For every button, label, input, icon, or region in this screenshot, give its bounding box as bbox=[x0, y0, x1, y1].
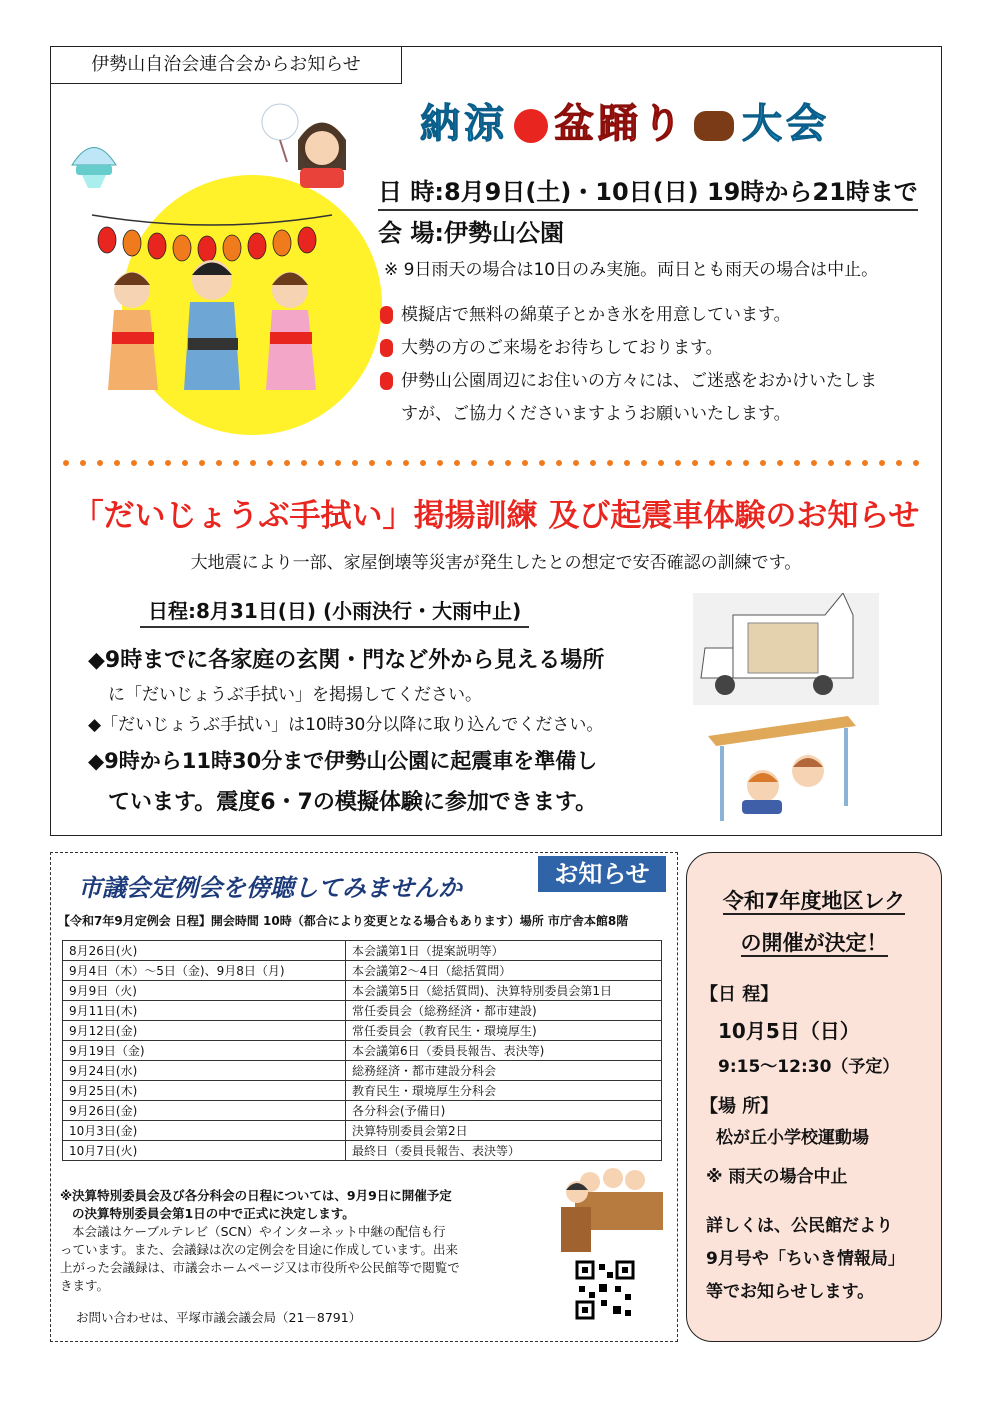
dotted-divider bbox=[62, 458, 930, 468]
schedule-date-cell: 10月3日(金) bbox=[63, 1121, 346, 1141]
schedule-date-cell: 9月4日（木）～5日（金)、9月8日（月) bbox=[63, 961, 346, 981]
list-item bbox=[380, 332, 877, 365]
schedule-date-cell: 9月24日(水) bbox=[63, 1061, 346, 1081]
rec-title-1: 令和7年度地区レク bbox=[722, 889, 906, 913]
drum-icon bbox=[694, 111, 734, 141]
rec-more-2: 9月号や「ちいき情報局」 bbox=[706, 1249, 905, 1269]
bon-dance-illustration bbox=[62, 100, 382, 440]
bon-item-text: 模擬店で無料の綿菓子とかき氷を用意しています。 bbox=[401, 305, 791, 325]
schedule-date-cell: 9月26日(金) bbox=[63, 1101, 346, 1121]
drill-title: 「だいじょうぶ手拭い」掲揚訓練 及び起震車体験のお知らせ bbox=[72, 498, 920, 534]
schedule-item-cell: 最終日（委員長報告、表決等） bbox=[346, 1141, 662, 1161]
girl-cotton-candy-icon bbox=[262, 104, 346, 188]
schedule-item-cell: 総務経済・都市建設分科会 bbox=[346, 1061, 662, 1081]
rec-time: 9:15～12:30（予定） bbox=[718, 1057, 900, 1077]
drill-bullet-1: ◆9時までに各家庭の玄関・門など外から見える場所 bbox=[88, 648, 605, 673]
rec-title bbox=[686, 880, 942, 964]
dancer-boy-icon bbox=[184, 260, 240, 390]
moon-icon bbox=[122, 175, 382, 435]
drill-bullet-1b: に「だいじょうぶ手拭い」を掲揚してください。 bbox=[108, 685, 482, 705]
rec-rain: ※ 雨天の場合中止 bbox=[706, 1167, 848, 1187]
schedule-item-cell: 決算特別委員会第2日 bbox=[346, 1121, 662, 1141]
drill-subtitle: 大地震により一部、家屋倒壊等災害が発生したとの想定で安否確認の訓練です。 bbox=[190, 553, 802, 573]
table-row bbox=[63, 961, 662, 981]
assembly-people-illustration bbox=[555, 1152, 663, 1252]
drill-bullet-2: ◆「だいじょうぶ手拭い」は10時30分以降に取り込んでください。 bbox=[88, 715, 604, 735]
rec-place: 松が丘小学校運動場 bbox=[716, 1128, 869, 1148]
schedule-item-cell: 本会議第5日（総括質問)、決算特別委員会第1日 bbox=[346, 981, 662, 1001]
schedule-date-cell: 9月25日(木) bbox=[63, 1081, 346, 1101]
bon-item-text: 伊勢山公園周辺にお住いの方々には、ご迷惑をおかけいたしま bbox=[401, 371, 877, 391]
council-note: 本会議はケーブルテレビ（SCN）やインターネット中継の配信も行 bbox=[72, 1224, 446, 1239]
bon-venue: 会 場:伊勢山公園 bbox=[378, 219, 564, 247]
council-note: っています。また、会議録は次の定例会を目途に作成しています。出来 bbox=[60, 1242, 459, 1257]
table-row bbox=[63, 1001, 662, 1021]
schedule-date-cell: 9月19日（金) bbox=[63, 1041, 346, 1061]
drill-bullet-3: ◆9時から11時30分まで伊勢山公園に起震車を準備し bbox=[88, 749, 598, 773]
council-note: 上がった会議録は、市議会ホームページ又は市役所や公民館等で閲覧で bbox=[60, 1260, 460, 1275]
lantern-bullet-icon bbox=[380, 339, 393, 357]
drill-date: 日程:8月31日(日) (小雨決行・大雨中止) bbox=[140, 595, 529, 628]
list-item bbox=[380, 365, 877, 398]
list-item bbox=[380, 299, 877, 332]
bon-title-c: 大会 bbox=[742, 101, 830, 147]
schedule-date-cell: 8月26日(火) bbox=[63, 941, 346, 961]
rec-more-1: 詳しくは、公民館だより bbox=[706, 1216, 893, 1236]
bon-title-a: 納涼 bbox=[420, 101, 508, 147]
schedule-item-cell: 教育民生・環境厚生分科会 bbox=[346, 1081, 662, 1101]
shaved-ice-icon bbox=[72, 148, 116, 189]
table-row bbox=[63, 1101, 662, 1121]
council-note: の決算特別委員会第1日の中で正式に決定します。 bbox=[72, 1206, 355, 1221]
schedule-date-cell: 10月7日(火) bbox=[63, 1141, 346, 1161]
schedule-item-cell: 常任委員会（教育民生・環境厚生) bbox=[346, 1021, 662, 1041]
rec-more-3: 等でお知らせします。 bbox=[706, 1282, 875, 1302]
table-row bbox=[63, 1021, 662, 1041]
schedule-item-cell: 本会議第1日（提案説明等） bbox=[346, 941, 662, 961]
rec-more bbox=[706, 1210, 905, 1309]
table-row bbox=[63, 1041, 662, 1061]
rec-date-label: 【日 程】 bbox=[700, 984, 779, 1005]
header-tag: 伊勢山自治会連合会からお知らせ bbox=[50, 46, 402, 84]
schedule-item-cell: 本会議第2～4日（総括質問） bbox=[346, 961, 662, 981]
table-row bbox=[63, 981, 662, 1001]
lantern-bullet-icon bbox=[380, 372, 393, 390]
rec-date: 10月5日（日） bbox=[718, 1019, 860, 1043]
bon-items bbox=[380, 299, 877, 431]
schedule-date-cell: 9月12日(金) bbox=[63, 1021, 346, 1041]
bon-title-b: 盆踊り bbox=[554, 101, 686, 147]
council-info: 【令和7年9月定例会 日程】開会時間 10時（都合により変更となる場合もあります）場所 市庁舎本館8階 bbox=[58, 914, 629, 928]
fan-icon bbox=[514, 109, 548, 143]
table-row bbox=[63, 941, 662, 961]
bon-date: 日 時:8月9日(土)・10日(日) 19時から21時まで bbox=[378, 172, 918, 211]
table-row bbox=[63, 1061, 662, 1081]
rec-title-2: の開催が決定！ bbox=[740, 931, 888, 955]
bon-title bbox=[420, 92, 830, 149]
schedule-date-cell: 9月9日（火) bbox=[63, 981, 346, 1001]
schedule-item-cell: 各分科会(予備日) bbox=[346, 1101, 662, 1121]
table-row bbox=[63, 1081, 662, 1101]
schedule-item-cell: 常任委員会（総務経済・都市建設) bbox=[346, 1001, 662, 1021]
council-notes bbox=[60, 1187, 460, 1295]
bon-item-text-cont: すが、ご協力くださいますようお願いいたします。 bbox=[401, 404, 791, 424]
council-title: 市議会定例会を傍聴してみませんか bbox=[78, 874, 462, 902]
bon-item-text: 大勢の方のご来場をお待ちしております。 bbox=[401, 338, 723, 358]
drill-bullet-3b: ています。震度6・7の模擬体験に参加できます。 bbox=[108, 790, 598, 815]
notice-badge: お知らせ bbox=[538, 856, 666, 892]
qr-code-icon[interactable] bbox=[575, 1260, 635, 1320]
quake-truck-illustration bbox=[693, 593, 879, 705]
council-schedule-table bbox=[62, 940, 662, 1161]
schedule-date-cell: 9月11日(木) bbox=[63, 1001, 346, 1021]
table-row bbox=[63, 1121, 662, 1141]
council-note: ※決算特別委員会及び各分科会の日程については、9月9日に開催予定 bbox=[60, 1188, 452, 1203]
council-note: きます。 bbox=[60, 1278, 110, 1293]
lantern-bullet-icon bbox=[380, 306, 393, 324]
bon-rain-note: ※ 9日雨天の場合は10日のみ実施。両日とも雨天の場合は中止。 bbox=[384, 260, 879, 280]
duck-under-desk-illustration bbox=[708, 716, 856, 822]
rec-place-label: 【場 所】 bbox=[700, 1096, 779, 1117]
schedule-item-cell: 本会議第6日（委員長報告、表決等) bbox=[346, 1041, 662, 1061]
council-contact: お問い合わせは、平塚市議会議会局（21－8791） bbox=[76, 1310, 362, 1325]
